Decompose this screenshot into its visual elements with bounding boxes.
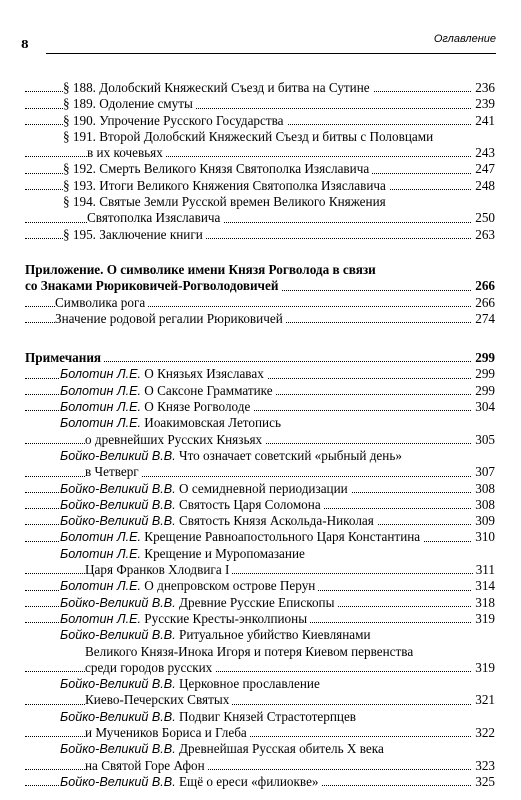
toc-entry [25,774,495,790]
toc-entry-author: Болотин Л.Е. [60,416,141,431]
toc-entry-text [60,595,337,610]
toc-entry-text [85,562,232,577]
toc-entry-author: Бойко-Великий В.В. [60,709,176,724]
toc-entry-page-number: 308 [472,497,495,513]
toc-entry-text [63,194,389,209]
header-rule [46,53,496,54]
toc-entry [25,627,495,643]
toc-entry [25,383,495,399]
toc-entry [25,595,495,611]
toc-entry-text [85,660,215,675]
toc-entry-title: со Знаками Рюриковичей-Рогволодовичей [25,278,279,294]
toc-entry-text [60,709,359,724]
toc-entry-page-number: 309 [472,513,495,529]
toc-entry-page-number: 308 [472,481,495,497]
toc-entry-title: Русские Кресты-энколпионы [144,610,308,626]
toc-entry-text [55,295,148,310]
toc-entry [25,262,495,278]
toc-entry [25,399,495,415]
toc-entry-title: О днепровском острове Перун [144,578,316,594]
toc-entry [25,415,495,431]
toc-entry [25,311,495,327]
toc-entry-text [60,676,323,691]
toc-entry-text [63,113,287,128]
toc-entry-page-number: 323 [472,758,495,774]
toc-entry-title: о древнейших Русских Князьях [85,431,263,447]
toc-entry [25,578,495,594]
toc-entry-title: на Святой Горе Афон [85,757,205,773]
toc-entry-page-number: 274 [472,311,495,327]
toc-entry-title: Что означает советский «рыбный день» [179,447,402,463]
toc-entry-text [60,611,310,626]
toc-entry-title: Примечания [25,350,102,366]
toc-entry-page-number: 318 [472,595,495,611]
toc-entry-page-number: 266 [472,295,495,311]
table-of-contents [25,80,495,790]
toc-entry-title: § 188. Долобский Княжеский Съезд и битва на Сутине [63,80,370,95]
toc-entry [25,741,495,757]
toc-entry-text [60,774,322,789]
toc-entry-page-number: 304 [472,399,495,415]
toc-entry-text [60,366,267,381]
toc-entry-title: в их кочевьях [87,145,163,161]
toc-entry-author: Бойко-Великий В.В. [60,742,176,757]
toc-entry-page-number: 236 [472,80,495,96]
toc-entry [25,80,495,96]
toc-entry-title: и Мучеников Бориса и Глеба [85,724,247,740]
running-header-title: Оглавление [433,33,496,45]
toc-entry [25,546,495,562]
toc-entry-text [63,178,389,193]
toc-entry-title: О Князе Рогволоде [144,399,251,415]
toc-entry [25,464,495,480]
toc-entry [25,758,495,774]
toc-entry [25,350,495,366]
toc-entry-page-number: 250 [472,210,495,226]
toc-entry-text [60,513,377,528]
section-gap [25,243,495,262]
toc-entry [25,611,495,627]
toc-entry-title: § 193. Итоги Великого Княжения Святополка Изяславича [63,177,386,193]
toc-entry-title: Церковное прославление [179,676,320,692]
toc-entry-author: Болотин Л.Е. [60,611,141,626]
toc-entry [25,178,495,194]
toc-entry-author: Болотин Л.Е. [60,530,141,545]
toc-entry-text [60,546,308,561]
toc-entry [25,161,495,177]
toc-entry-author: Болотин Л.Е. [60,400,141,415]
page-number: 8 [21,38,29,51]
toc-entry-title: Святость Царя Соломона [179,496,321,512]
toc-entry-text [60,578,318,593]
toc-entry-text [60,497,324,512]
toc-entry [25,644,495,660]
toc-entry-author: Болотин Л.Е. [60,367,141,382]
toc-entry-title: Иоакимовская Летопись [144,415,281,431]
toc-entry-text [85,464,142,479]
toc-entry [25,725,495,741]
toc-entry-page-number: 325 [472,774,495,790]
toc-entry-title: § 195. Заключение книги [63,226,203,242]
toc-entry-title: Святополка Изяславича [87,210,221,226]
toc-entry [25,562,495,578]
toc-entry-author: Бойко-Великий В.В. [60,774,176,789]
toc-entry-page-number: 239 [472,96,495,112]
toc-entry [25,145,495,161]
toc-entry-title: Значение родовой регалии Рюриковичей [55,310,283,326]
toc-entry-text [63,96,196,111]
toc-entry-title: Ещё о ереси «филиокве» [179,773,319,789]
toc-entry [25,278,495,294]
toc-entry-text [87,145,166,160]
toc-entry [25,513,495,529]
toc-entry [25,448,495,464]
toc-entry [25,227,495,243]
toc-entry-page-number: 248 [472,178,495,194]
toc-entry-text [63,227,206,242]
toc-entry [25,529,495,545]
toc-entry-page-number: 263 [472,227,495,243]
toc-entry-title: Древнейшая Русская обитель X века [179,741,384,757]
toc-entry [25,96,495,112]
toc-entry-title: Подвиг Князей Страстотерпцев [179,708,357,724]
toc-entry-text [25,278,281,293]
toc-entry-title: Киево-Печерских Святых [85,692,230,708]
toc-entry-text [60,481,351,496]
toc-entry-page-number: 310 [472,529,495,545]
toc-entry-text [60,741,387,756]
toc-entry [25,660,495,676]
toc-entry-page-number: 299 [472,350,495,366]
toc-entry-text [85,644,416,659]
toc-entry-text [60,529,423,544]
toc-entry-text [60,448,405,463]
section-gap [25,327,495,350]
toc-entry-title: Приложение. О символике имени Князя Рогволода в связи [25,261,376,277]
toc-entry-title: среди городов русских [85,659,213,675]
toc-entry-page-number: 243 [472,145,495,161]
toc-entry [25,129,495,145]
toc-entry-text [60,383,276,398]
toc-entry-text [85,758,208,773]
toc-entry-title: Святость Князя Аскольда-Николая [179,513,374,529]
toc-entry [25,194,495,210]
toc-entry [25,497,495,513]
toc-entry-title: Крещение Равноапостольного Царя Константина [144,529,421,545]
toc-entry-text [60,415,284,430]
toc-entry-page-number: 299 [472,366,495,382]
toc-entry [25,709,495,725]
toc-entry-page-number: 305 [472,432,495,448]
toc-entry-author: Болотин Л.Е. [60,546,141,561]
toc-entry-text [87,210,223,225]
toc-entry-author: Бойко-Великий В.В. [60,595,176,610]
toc-entry [25,432,495,448]
toc-entry-page-number: 314 [472,578,495,594]
toc-entry-title: § 190. Упрочение Русского Государства [63,112,284,128]
toc-entry-text [25,262,379,277]
toc-entry-title: § 194. Святые Земли Русской времен Великого Княжения [63,194,386,210]
toc-entry-author: Болотин Л.Е. [60,579,141,594]
toc-entry-text [60,627,374,642]
toc-entry-text [25,350,104,365]
toc-entry-author: Бойко-Великий В.В. [60,628,176,643]
toc-entry-title: в Четверг [85,464,139,480]
toc-entry-text [63,129,436,144]
toc-entry-page-number: 311 [473,562,495,578]
toc-entry-page-number: 322 [472,725,495,741]
toc-entry-text [85,725,250,740]
toc-entry [25,676,495,692]
toc-entry-page-number: 319 [472,611,495,627]
toc-entry-author: Болотин Л.Е. [60,383,141,398]
toc-entry-title: Крещение и Муропомазание [144,545,305,561]
toc-entry [25,481,495,497]
toc-entry-text [60,399,253,414]
toc-entry-text [63,161,372,176]
toc-entry-page-number: 266 [472,278,495,294]
toc-entry-page-number: 247 [472,161,495,177]
toc-entry-title: О Князьях Изяславах [144,366,264,382]
toc-entry-page-number: 321 [472,692,495,708]
toc-entry-page-number: 319 [472,660,495,676]
toc-entry [25,210,495,226]
toc-entry-text [55,311,286,326]
toc-entry-page-number: 307 [472,464,495,480]
toc-entry [25,295,495,311]
toc-entry-title: Символика рога [55,294,146,310]
toc-entry-author: Бойко-Великий В.В. [60,481,176,496]
toc-entry [25,692,495,708]
toc-entry-title: Ритуальное убийство Киевлянами [179,627,371,643]
toc-entry-title: Царя Франков Хлодвига I [85,562,230,578]
toc-entry-title: § 191. Второй Долобский Княжеский Съезд и битвы с Половцами [63,128,434,144]
toc-entry-author: Бойко-Великий В.В. [60,677,176,692]
toc-entry-page-number: 241 [472,113,495,129]
toc-entry-title: § 192. Смерть Великого Князя Святополка Изяславича [63,161,370,177]
toc-entry-author: Бойко-Великий В.В. [60,514,176,529]
toc-entry-author: Бойко-Великий В.В. [60,497,176,512]
toc-entry [25,113,495,129]
toc-entry-title: О Саксоне Грамматике [144,382,273,398]
toc-entry-title: Великого Князя-Инока Игоря и потеря Киевом первенства [85,643,414,659]
toc-entry-text [85,692,232,707]
toc-entry-page-number: 299 [472,383,495,399]
toc-entry-text [63,80,373,95]
toc-entry-title: Древние Русские Епископы [179,594,335,610]
toc-entry-author: Бойко-Великий В.В. [60,448,176,463]
toc-entry-title: О семидневной периодизации [179,480,348,496]
toc-entry [25,366,495,382]
toc-entry-text [85,432,265,447]
toc-entry-title: § 189. Одоление смуты [63,96,193,112]
